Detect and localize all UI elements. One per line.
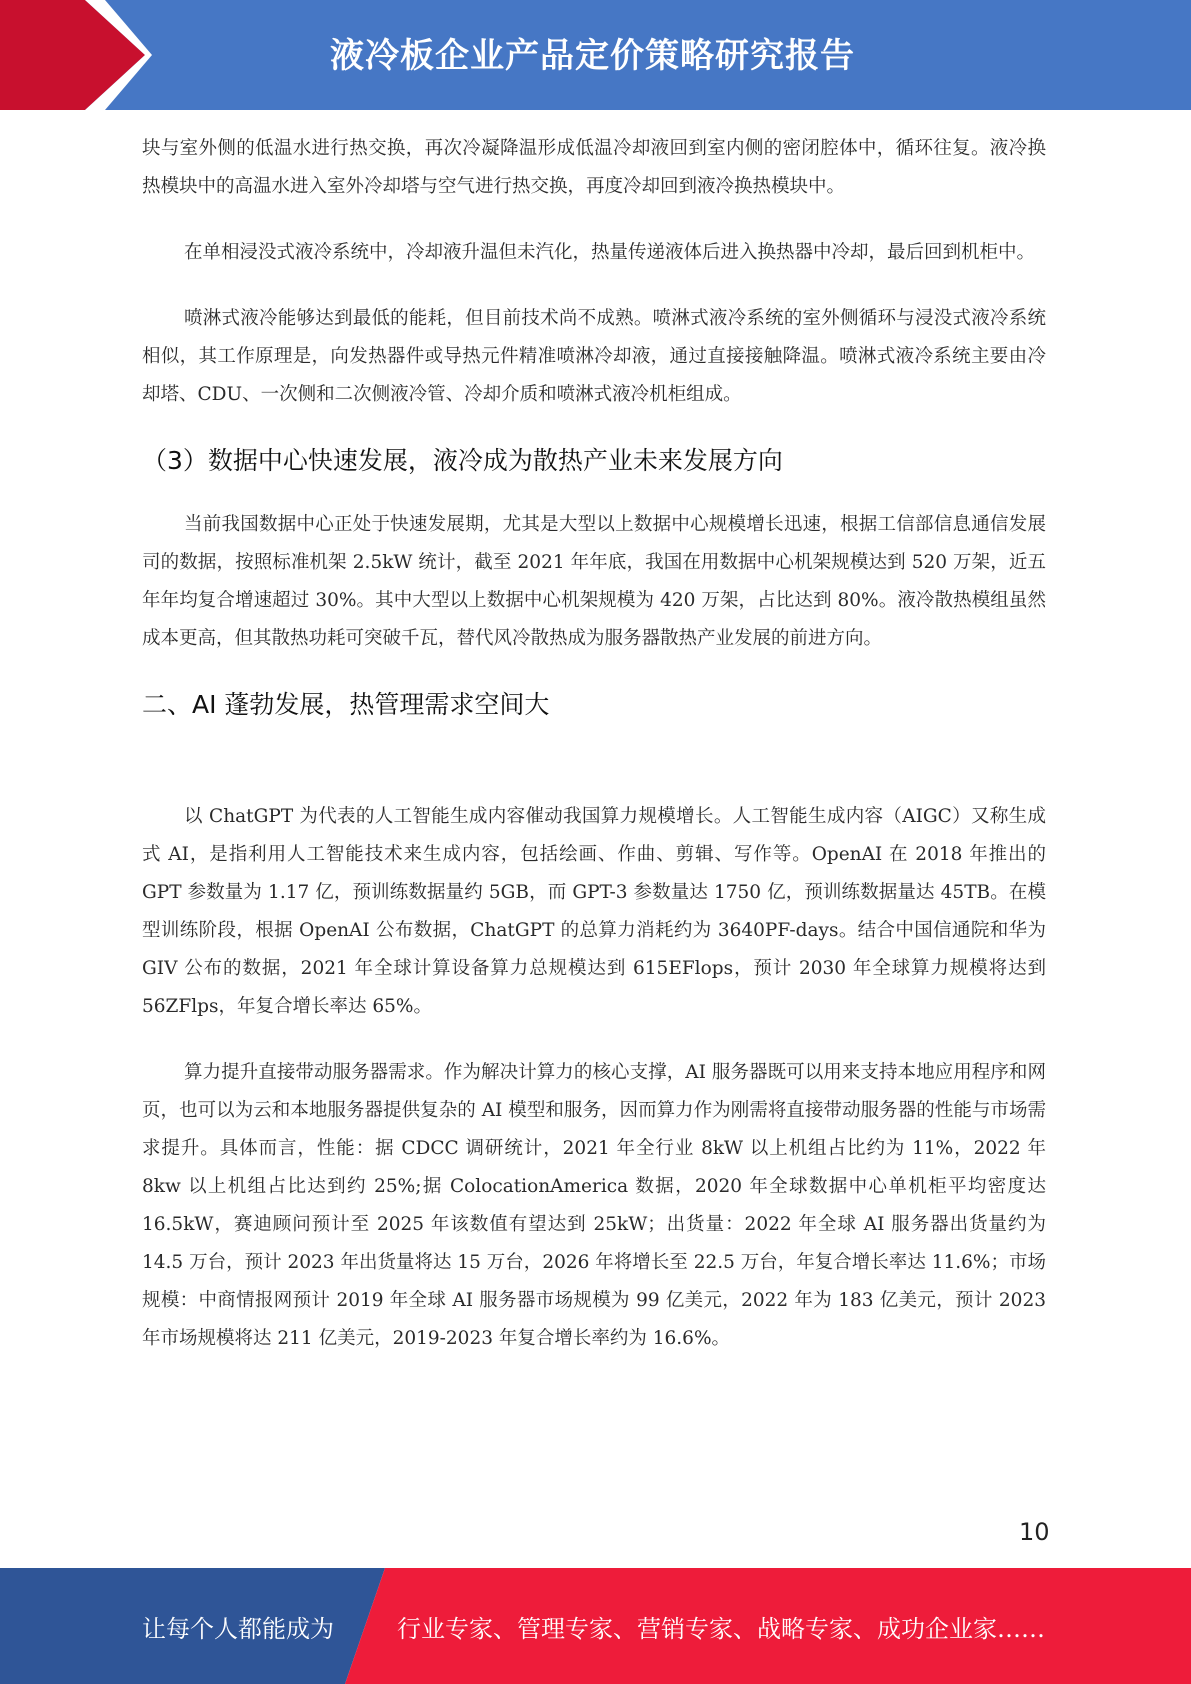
page-content (142, 130, 1046, 1386)
paragraph-spray-cooling: 喷淋式液冷能够达到最低的能耗，但目前技术尚不成熟。喷淋式液冷系统的室外侧循环与浸没式液冷系统相似，其工作原理是，向发热器件或导热元件精准喷淋冷却液，通过直接接触降温。喷淋式液冷系统主要由冷却塔、CDU、一次侧和二次侧液冷管、冷却介质和喷淋式液冷机柜组成。 (142, 308, 1046, 405)
document-title: 液冷板企业产品定价策略研究报告 (330, 36, 855, 76)
paragraph-single-phase-immersion: 在单相浸没式液冷系统中，冷却液升温但未汽化，热量传递液体后进入换热器中冷却，最后回到机柜中。 (184, 242, 1036, 263)
paragraph-server-demand: 算力提升直接带动服务器需求。作为解决计算力的核心支撑，AI 服务器既可以用来支持本地应用程序和网页，也可以为云和本地服务器提供复杂的 AI 模型和服务，因而算力作为刚需将直接带动服务器的性能与市场需求提升。具体而言，性能：据 CDCC 调研统计，2021 年全行业 8kW 以上机组占比约为 11%，2022 年 8kw 以上机组占比达到约 25%;据 ColocationAmerica 数据，2020 年全球数据中心单机柜平均密度达 16.5kW，赛迪顾问预计至 2025 年该数值有望达到 25kW；出货量：2022 年全球 AI 服务器出货量约为 14.5 万台，预计 2023 年出货量将达 15 万台，2026 年将增长至 22.5 万台，年复合增长率达 11.6%；市场规模：中商情报网预计 2019 年全球 AI 服务器市场规模为 99 亿美元，2022 年为 183 亿美元，预计 2023 年市场规模将达 211 亿美元，2019-2023 年复合增长率约为 16.6%。 (142, 1062, 1046, 1349)
paragraph-aigc-compute: 以 ChatGPT 为代表的人工智能生成内容催动我国算力规模增长。人工智能生成内容（AIGC）又称生成式 AI，是指利用人工智能技术来生成内容，包括绘画、作曲、剪辑、写作等。OpenAI 在 2018 年推出的 GPT 参数量为 1.17 亿，预训练数据量约 5GB，而 GPT-3 参数量达 1750 亿，预训练数据量达 45TB。在模型训练阶段，根据 OpenAI 公布数据，ChatGPT 的总算力消耗约为 3640PF-days。结合中国信通院和华为 GIV 公布的数据，2021 年全球计算设备算力总规模达到 615EFlops，预计 2030 年全球算力规模将达到 56ZFlps，年复合增长率达 65%。 (142, 806, 1046, 1017)
section-heading-ai: 二、AI 蓬勃发展，热管理需求空间大 (142, 690, 550, 719)
paragraph-data-center-growth: 当前我国数据中心正处于快速发展期，尤其是大型以上数据中心规模增长迅速，根据工信部信息通信发展司的数据，按照标准机架 2.5kW 统计，截至 2021 年年底，我国在用数据中心机架规模达到 520 万架，近五年年均复合增速超过 30%。其中大型以上数据中心机架规模为 420 万架，占比达到 80%。液冷散热模组虽然成本更高，但其散热功耗可突破千瓦，替代风冷散热成为服务器散热产业发展的前进方向。 (142, 514, 1046, 649)
paragraph-liquid-cooling-cycle: 块与室外侧的低温水进行热交换，再次冷凝降温形成低温冷却液回到室内侧的密闭腔体中，循环往复。液冷换热模块中的高温水进入室外冷却塔与空气进行热交换，再度冷却回到液冷换热模块中。 (142, 138, 1046, 197)
page-footer (0, 1568, 1191, 1684)
header-red-chevron (0, 0, 145, 110)
page-number: 10 (1019, 1518, 1050, 1546)
section-heading-data-center: （3）数据中心快速发展，液冷成为散热产业未来发展方向 (142, 446, 783, 475)
footer-slogan-left: 让每个人都能成为 (142, 1615, 334, 1643)
page-header (0, 0, 1191, 110)
footer-slogan-right: 行业专家、管理专家、营销专家、战略专家、成功企业家…… (397, 1615, 1045, 1643)
